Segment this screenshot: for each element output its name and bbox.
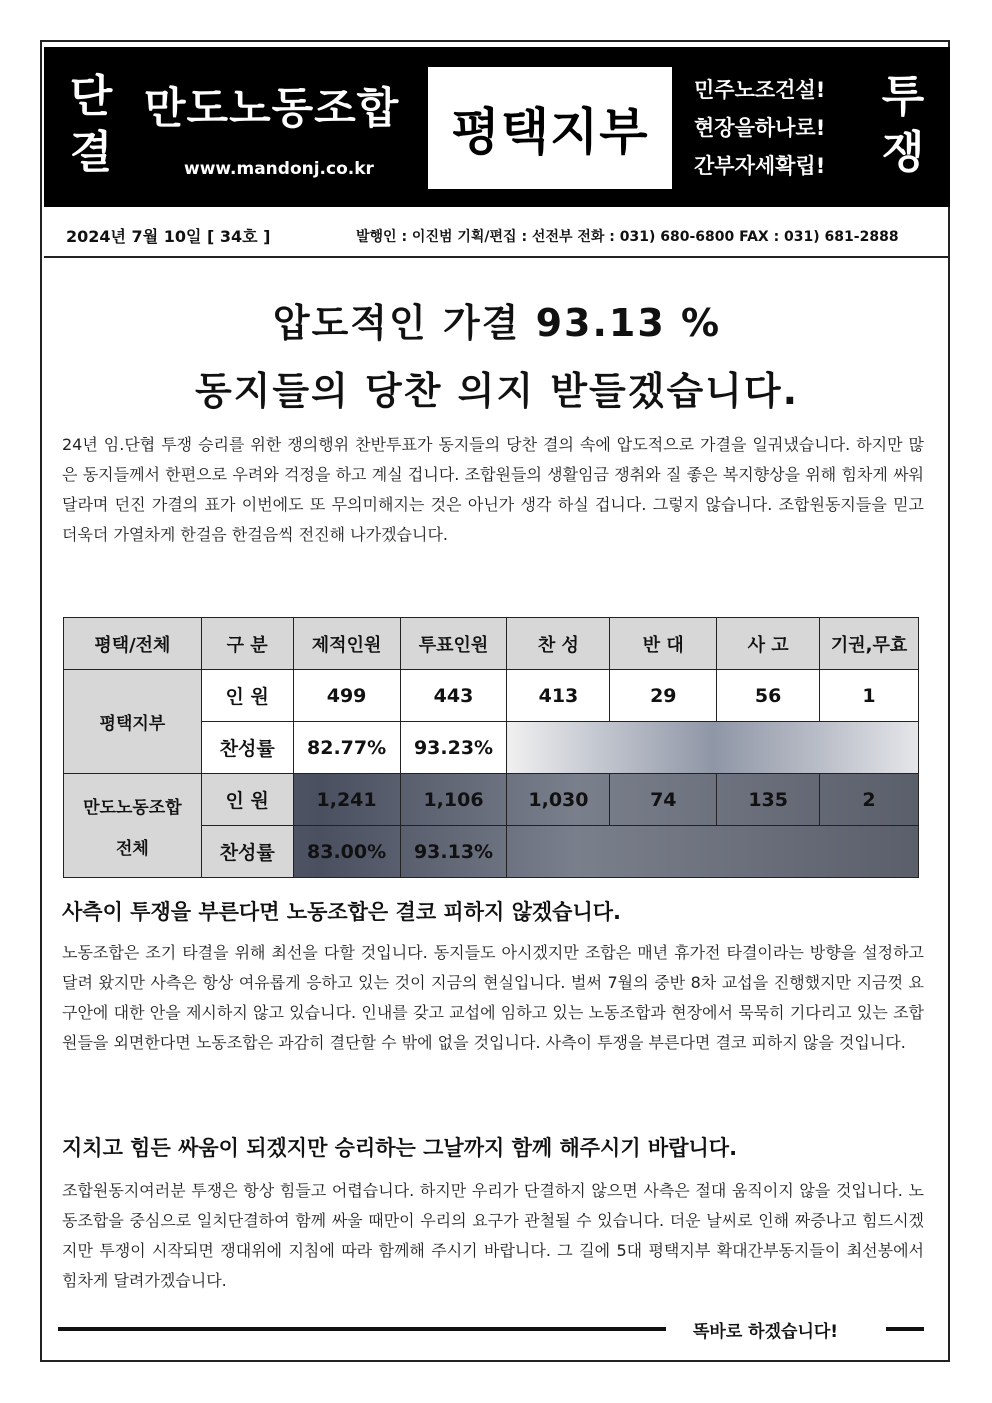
- row-label: 인 원: [201, 774, 293, 826]
- table-cell: 74: [610, 774, 717, 826]
- row-label: 찬성률: [201, 722, 293, 774]
- group-label: [64, 774, 202, 878]
- left-char-1: 단: [69, 71, 113, 122]
- slogan-3: 간부자세확립!: [694, 154, 826, 178]
- right-char-1: 투: [881, 71, 925, 122]
- group-label-line-1: 만도노동조합: [83, 797, 182, 818]
- slogan-2: 현장을하나로!: [694, 116, 826, 140]
- section-2-title: 지치고 힘든 싸움이 되겠지만 승리하는 그날까지 함께 해주시기 바랍니다.: [62, 1136, 738, 1160]
- masthead-left-slogan: [66, 69, 116, 181]
- slogan-1: 민주노조건설!: [694, 78, 826, 102]
- footer-rule-left: [58, 1327, 666, 1331]
- header-cell: 찬 성: [507, 618, 610, 670]
- issue-date: 2024년 7월 10일 [ 34호 ]: [66, 227, 271, 246]
- union-url[interactable]: www.mandonj.co.kr: [184, 159, 374, 179]
- headline-line-2: 동지들의 당찬 의지 받들겠습니다.: [194, 369, 800, 413]
- table-row: [64, 670, 919, 722]
- footer-rule-right: [886, 1327, 924, 1331]
- row-label: 인 원: [201, 670, 293, 722]
- section-1-body: 노동조합은 조기 타결을 위해 최선을 다할 것입니다. 동지들도 아시겠지만 조합은 매년 휴가전 타결이라는 방향을 설정하고 달려 왔지만 사측은 항상 여유롭게 응하고 있는 것이 지금의 현실입니다. 벌써 7월의 중반 8차 교섭을 진행했지만 지금껏 요구안에 대한 안을 제시하지 않고 있습니다. 인내를 갖고 교섭에 임하고 있는 노동조합과 현장에서 묵묵히 기다리고 있는 조합원들을 외면한다면 노동조합은 과감히 결단할 수 밖에 없을 것입니다. 사측이 투쟁을 부른다면 결코 피하지 않을 것입니다.: [62, 943, 924, 1052]
- section-1-title: 사측이 투쟁을 부른다면 노동조합은 결코 피하지 않겠습니다.: [62, 900, 621, 924]
- rally-photo-bottom: [507, 826, 919, 878]
- header-cell: 사 고: [717, 618, 820, 670]
- union-name: 만도노동조합: [144, 84, 400, 134]
- right-char-2: 쟁: [881, 127, 925, 178]
- branch-name: 평택지부: [451, 103, 649, 161]
- branch-box: [428, 67, 672, 189]
- table-cell: 82.77%: [293, 722, 400, 774]
- header-cell: 구 분: [201, 618, 293, 670]
- table-header-row: [64, 618, 919, 670]
- table-cell: 1,030: [507, 774, 610, 826]
- header-cell: 평택/전체: [64, 618, 202, 670]
- header-cell: 반 대: [610, 618, 717, 670]
- table-cell: 29: [610, 670, 717, 722]
- group-label: 평택지부: [64, 670, 202, 774]
- table-cell: 93.13%: [400, 826, 507, 878]
- section-2-body: 조합원동지여러분 투쟁은 항상 힘들고 어렵습니다. 하지만 우리가 단결하지 않으면 사측은 절대 움직이지 않을 것입니다. 노동조합을 중심으로 일치단결하여 함께 싸울 때만이 우리의 요구가 관철될 수 있습니다. 더운 날씨로 인해 짜증나고 힘드시겠지만 투쟁이 시작되면 쟁대위에 지침에 따라 함께해 주시기 바랍니다. 그 길에 5대 평택지부 확대간부동지들이 최선봉에서 힘차게 달려가겠습니다.: [62, 1181, 924, 1290]
- publisher-info: 발행인 : 이진범 기획/편집 : 선전부 전화 : 031) 680-6800 FAX : 031) 681-2888: [356, 229, 899, 245]
- closing-pledge: 똑바로 하겠습니다!: [693, 1322, 839, 1342]
- masthead-right-slogan: [878, 69, 928, 181]
- group-label-line-2: 전체: [115, 838, 149, 859]
- intro-paragraph: 24년 임.단협 투쟁 승리를 위한 쟁의행위 찬반투표가 동지들의 당찬 결의 속에 압도적으로 가결을 일궈냈습니다. 하지만 많은 동지들께서 한편으로 우려와 걱정을 하고 계실 겁니다. 조합원들의 생활임금 쟁취와 질 좋은 복지향상을 위해 힘차게 싸워달라며 던진 가결의 표가 이번에도 또 무의미해지는 것은 아닌가 생각 하실 겁니다. 그렇지 않습니다. 조합원동지들을 믿고 더욱더 가열차게 한걸음 한걸음씩 전진해 나가겠습니다.: [62, 435, 924, 544]
- header-cell: 제적인원: [293, 618, 400, 670]
- table-cell: 93.23%: [400, 722, 507, 774]
- table-cell: 413: [507, 670, 610, 722]
- row-label: 찬성률: [201, 826, 293, 878]
- rally-photo-top: [507, 722, 919, 774]
- table-cell: 1: [820, 670, 919, 722]
- table-cell: 135: [717, 774, 820, 826]
- issue-info-bar: [44, 214, 950, 258]
- header-cell: 기권,무효: [820, 618, 919, 670]
- headline-line-1: 압도적인 가결 93.13 %: [272, 301, 722, 345]
- table-cell: 1,106: [400, 774, 507, 826]
- header-cell: 투표인원: [400, 618, 507, 670]
- left-char-2: 결: [69, 127, 113, 178]
- table-row: [64, 774, 919, 826]
- table-cell: 83.00%: [293, 826, 400, 878]
- table-cell: 443: [400, 670, 507, 722]
- masthead: [44, 47, 950, 207]
- table-cell: 499: [293, 670, 400, 722]
- table-cell: 2: [820, 774, 919, 826]
- slogans: [694, 71, 825, 185]
- vote-result-table: [63, 617, 919, 878]
- table-cell: 1,241: [293, 774, 400, 826]
- table-cell: 56: [717, 670, 820, 722]
